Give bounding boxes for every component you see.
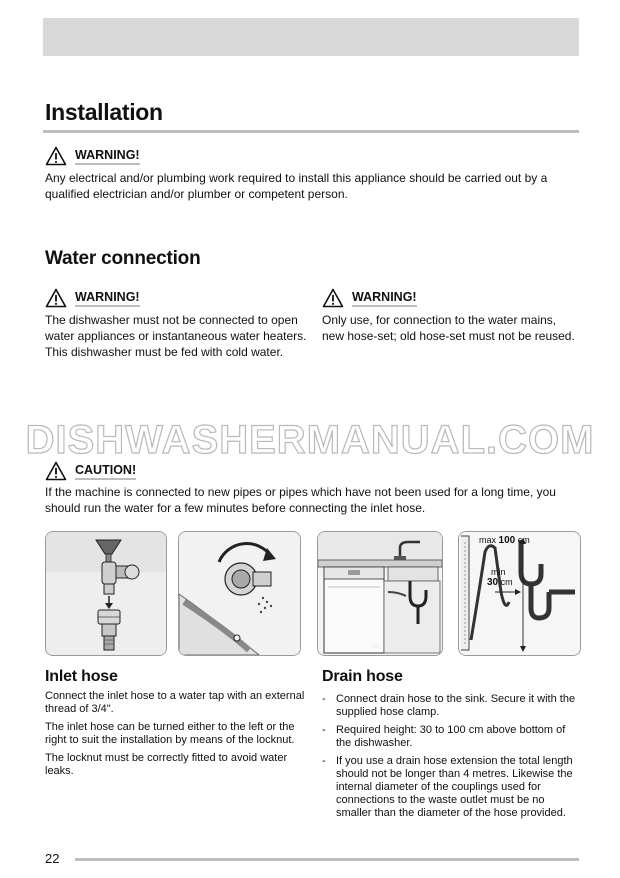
- drain-list-item: - Connect drain hose to the sink. Secure it with the supplied hose clamp.: [322, 693, 578, 719]
- locknut-illustration: [179, 532, 300, 655]
- inlet-paragraph: Connect the inlet hose to a water tap with an external thread of 3/4".: [45, 690, 305, 715]
- warning-triangle-icon: [45, 288, 67, 308]
- caution-label: CAUTION!: [75, 463, 136, 480]
- drain-hose-title: Drain hose: [322, 668, 403, 685]
- warning-label-col1: WARNING!: [75, 290, 140, 307]
- tap-illustration: [46, 532, 166, 655]
- inlet-hose-text: [45, 690, 307, 778]
- page-title: Installation: [45, 99, 163, 125]
- warning-text: Any electrical and/or plumbing work required to install this appliance should be carried out by a qualified electrician and/or plumber or competent person.: [45, 171, 548, 201]
- header-bar: [43, 18, 579, 56]
- inlet-paragraph: The inlet hose can be turned either to the left or the right to suit the installation by means of the locknut.: [45, 721, 295, 746]
- drain-hose-list: [322, 693, 578, 825]
- watermark: DISHWASHERMANUAL.COM: [25, 418, 595, 462]
- warning-heading-col1: [45, 288, 140, 308]
- warning-heading: [45, 146, 140, 166]
- warning-triangle-icon: [322, 288, 344, 308]
- warning-text-col2: Only use, for connection to the water mains, new hose-set; old hose-set must not be reused.: [322, 313, 575, 343]
- drain-list-item: - Required height: 30 to 100 cm above bottom of the dishwasher.: [322, 724, 578, 750]
- caution-text: If the machine is connected to new pipes or pipes which have not been used for a long time, you should run the water for a few minutes before connecting the inlet hose.: [45, 485, 556, 515]
- max-height-label: max 100 cm: [479, 535, 530, 546]
- svg-text:· ·: · ·: [374, 644, 379, 650]
- warning-triangle-icon: [45, 461, 67, 481]
- min-height-label: 30 cm: [487, 577, 513, 588]
- figure-drain-height: [458, 531, 581, 656]
- warning-text-col1: The dishwasher must not be connected to open water appliances or instantaneous water heaters. This dishwasher must be fed with cold water.: [45, 313, 307, 359]
- page-number: 22: [45, 851, 60, 866]
- warning-heading-col2: [322, 288, 417, 308]
- section-title-water-connection: Water connection: [45, 248, 201, 269]
- figure-sink-installation: [317, 531, 443, 656]
- sink-illustration: [318, 532, 442, 655]
- figure-tap-connection: [45, 531, 167, 656]
- footer-rule: [75, 858, 579, 861]
- caution-heading: [45, 461, 136, 481]
- inlet-paragraph: The locknut must be correctly fitted to avoid water leaks.: [45, 752, 288, 777]
- title-underline: [43, 130, 579, 133]
- drain-list-item: - If you use a drain hose extension the total length should not be longer than 4 metres. Likewise the internal diameter of the couplings used for connections to the waste outlet must be no smaller than the diameter of the hose provided.: [322, 755, 578, 820]
- min-label: min: [491, 567, 506, 577]
- warning-label: WARNING!: [75, 148, 140, 165]
- inlet-hose-title: Inlet hose: [45, 668, 118, 685]
- warning-label-col2: WARNING!: [352, 290, 417, 307]
- drain-height-diagram: [459, 532, 580, 655]
- warning-triangle-icon: [45, 146, 67, 166]
- figure-locknut: [178, 531, 301, 656]
